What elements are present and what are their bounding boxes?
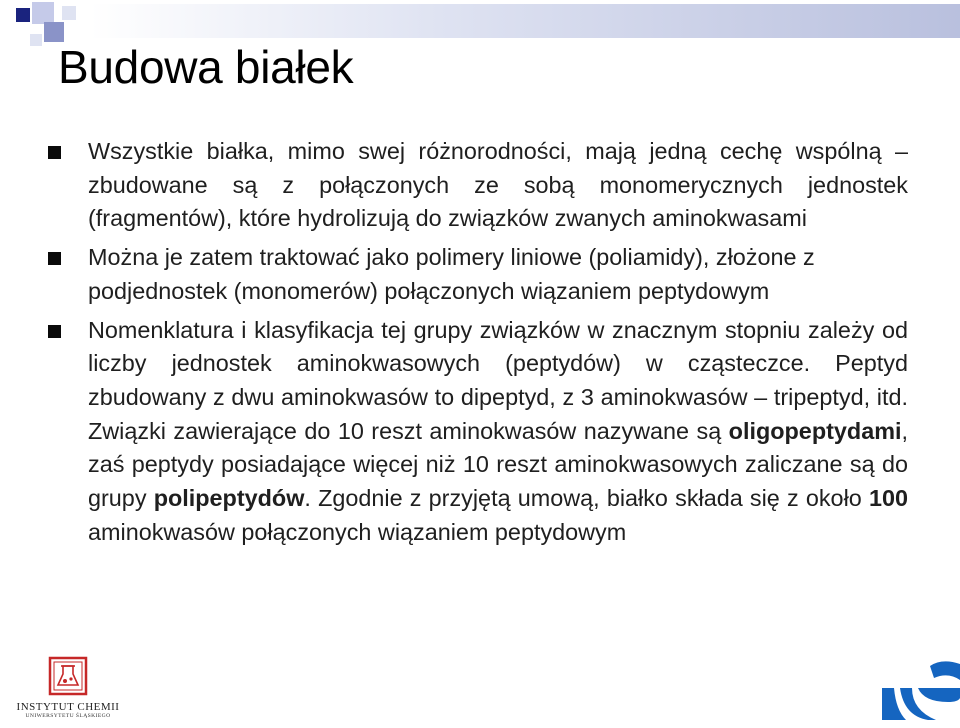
deco-square-3 bbox=[44, 22, 64, 42]
deco-square-2 bbox=[32, 2, 54, 24]
bullet-text: , zaś peptydy posiadające więcej niż 10 reszt aminokwasowych zaliczane są do grupy bbox=[88, 417, 908, 512]
bullet-item-1 bbox=[48, 135, 908, 236]
slide-title: Budowa białek bbox=[58, 41, 354, 93]
square-bullet-icon bbox=[48, 325, 61, 338]
bullet-item-2 bbox=[48, 241, 908, 308]
bold-term-oligopeptydami: oligopeptydami bbox=[728, 417, 902, 444]
bullet-text: aminokwasów połączonych wiązaniem peptydowym bbox=[88, 518, 627, 545]
institute-emblem-icon bbox=[8, 652, 128, 700]
bold-number-100: 100 bbox=[868, 485, 908, 512]
bullet-text: Można je zatem traktować jako polimery liniowe (poliamidy), złożone z podjednostek (monomerów) połączonych wiązaniem peptydowym bbox=[88, 244, 815, 304]
deco-square-4 bbox=[62, 6, 76, 20]
deco-square-1 bbox=[16, 8, 30, 22]
university-logo-icon bbox=[878, 658, 960, 723]
bullet-text: . Zgodnie z przyjętą umową, białko składa się z około bbox=[304, 485, 869, 512]
square-bullet-icon bbox=[48, 252, 61, 265]
square-bullet-icon bbox=[48, 146, 61, 159]
bold-term-polipeptydow: polipeptydów bbox=[153, 485, 305, 512]
bullet-item-3 bbox=[48, 314, 908, 550]
university-logo bbox=[878, 658, 960, 723]
institute-logo bbox=[8, 652, 128, 722]
slide-content bbox=[48, 135, 908, 554]
deco-square-5 bbox=[30, 34, 42, 46]
bullet-text: Nomenklatura i klasyfikacja tej grupy związków w znacznym stopniu zależy od liczby jednostek aminokwasowych (peptydów) w cząsteczce. Peptyd zbudowany z dwu aminokwasów to dipeptyd, z 3 aminokwasów – tripeptyd, itd. Związki zawierające do 10 reszt aminokwasów nazywane są bbox=[88, 316, 908, 444]
bullet-text: Wszystkie białka, mimo swej różnorodności, mają jedną cechę wspólną – zbudowane są z połączonych ze sobą monomerycznych jednostek (fragmentów), które hydrolizują do związków zwanych aminokwasami bbox=[88, 138, 908, 232]
institute-university: UNIWERSYTETU ŚLĄSKIEGO bbox=[25, 713, 111, 719]
institute-name: INSTYTUT CHEMII bbox=[16, 701, 120, 713]
header-gradient-bar bbox=[90, 4, 960, 38]
